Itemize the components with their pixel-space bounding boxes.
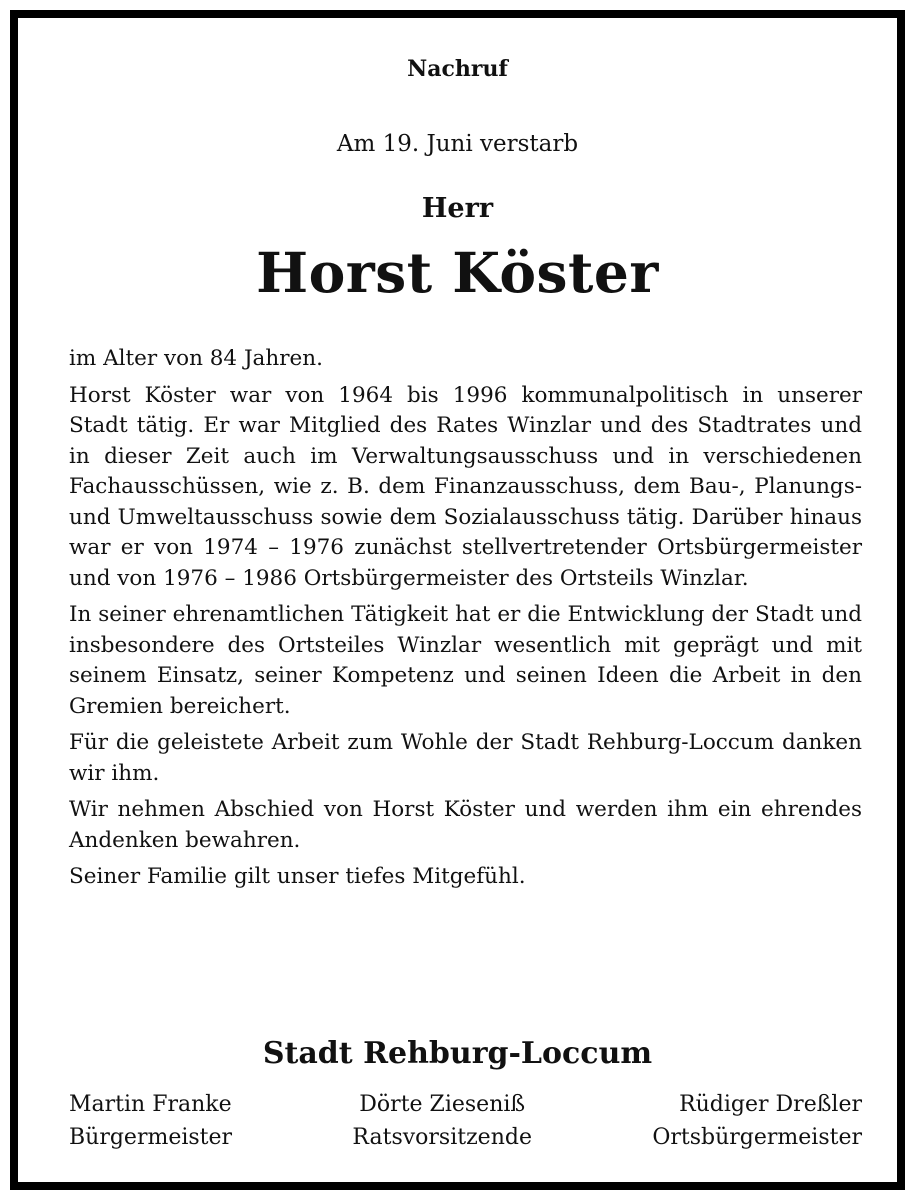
obituary-body	[69, 344, 862, 899]
organization-name: Stadt Rehburg-Loccum	[262, 1036, 653, 1071]
signatory-title: Ratsvorsitzende	[352, 1125, 532, 1150]
honorific: Herr	[421, 193, 494, 224]
signatory	[652, 1088, 862, 1154]
body-paragraph: In seiner ehrenamtlichen Tätigkeit hat er die Entwicklung der Stadt und insbesondere des Ortsteiles Winzlar wesentlich mit geprägt und mit seinem Einsatz, seiner Kompetenz und seinen Ideen die Arbeit in den Gremien bereichert.	[69, 602, 862, 719]
body-paragraph: Horst Köster war von 1964 bis 1996 kommunalpolitisch in unserer Stadt tätig. Er war Mitglied des Rates Winzlar und des Stadtrates und in dieser Zeit auch im Verwaltungsausschuss und in verschiedenen Fachausschüssen, wie z. B. dem Finanzausschuss, dem Bau-, Planungs- und Umweltausschuss sowie dem Sozialausschuss tätig. Darüber hinaus war er von 1974 – 1976 zunächst stellvertretender Ortsbürgermeister und von 1976 – 1986 Ortsbürgermeister des Ortsteils Winzlar.	[69, 382, 862, 591]
obituary-frame	[10, 10, 905, 1190]
body-paragraph: Für die geleistete Arbeit zum Wohle der Stadt Rehburg-Loccum danken wir ihm.	[69, 730, 862, 786]
body-paragraph: Seiner Familie gilt unser tiefes Mitgefühl.	[69, 864, 526, 889]
body-paragraph: Wir nehmen Abschied von Horst Köster und werden ihm ein ehrendes Andenken bewahren.	[69, 797, 862, 853]
signatory-name: Dörte Ziesenіß	[359, 1092, 526, 1117]
signatory	[69, 1088, 232, 1154]
signatories	[69, 1088, 862, 1154]
signatory-name: Rüdiger Dreßler	[679, 1092, 862, 1117]
signatory-title: Ortsbürgermeister	[652, 1125, 862, 1150]
signatory	[352, 1088, 532, 1154]
death-date-line: Am 19. Juni verstarb	[336, 131, 579, 157]
signatory-title: Bürgermeister	[69, 1125, 233, 1150]
deceased-name: Horst Köster	[256, 240, 659, 305]
body-paragraph: im Alter von 84 Jahren.	[69, 346, 323, 371]
notice-heading: Nachruf	[407, 56, 508, 82]
signatory-name: Martin Franke	[69, 1092, 232, 1117]
